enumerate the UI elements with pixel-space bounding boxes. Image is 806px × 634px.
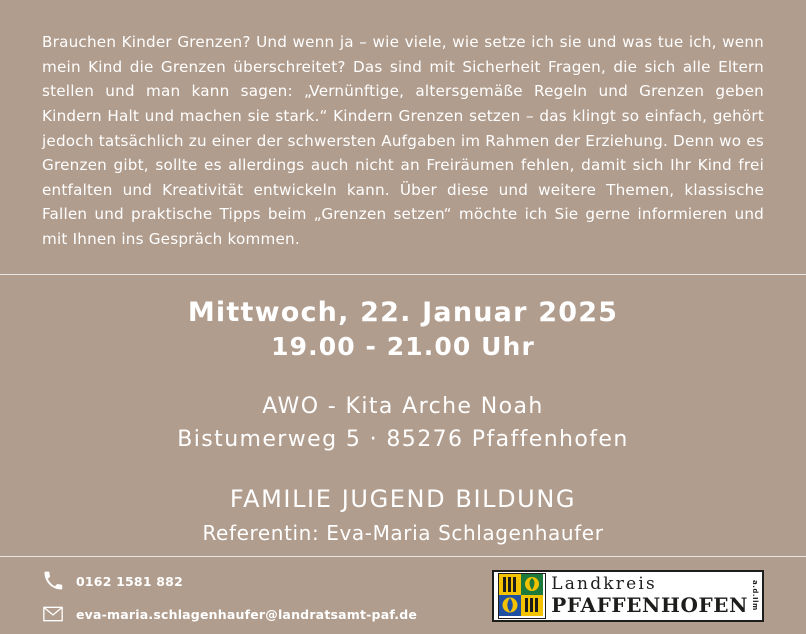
venue-name: AWO - Kita Arche Noah <box>262 393 544 419</box>
event-date: Mittwoch, 22. Januar 2025 <box>187 296 619 328</box>
intro-paragraph: Brauchen Kinder Grenzen? Und wenn ja – wie viele, wie setze ich sie und was tue ich, wenn mein Kind die Grenzen überschreitet? Das sind mit Sicherheit Fragen, die sich alle Eltern stellen und man kann sagen: „Vernünftige, altersgemäße Regeln und Grenzen geben Kindern Halt und machen sie stark.“ Kindern Grenzen setzen – das klingt so einfach, gehört jedoch tatsächlich zu einer der schwersten Aufgaben im Rahmen der Erziehung. Denn wo es Grenzen gibt, sollte es allerdings auch nicht an Freiräumen fehlen, damit sich Ihr Kind frei entfalten und Kreativität entwickeln kann. Über diese und weitere Themen, klassische Fallen und praktische Tipps beim „Grenzen setzen“ möchte ich Sie gerne informieren und mit Ihnen ins Gespräch kommen. <box>42 33 764 248</box>
landkreis-logo <box>492 570 764 622</box>
event-details <box>0 275 806 548</box>
organizer-block <box>0 482 806 548</box>
venue-address: Bistumerweg 5 · 85276 Pfaffenhofen <box>177 426 629 452</box>
phone-number[interactable]: 0162 1581 882 <box>76 573 183 589</box>
phone-icon <box>42 570 64 592</box>
phone-row <box>42 570 417 592</box>
email-address[interactable]: eva-maria.schlagenhaufer@landratsamt-paf.de <box>76 606 418 622</box>
logo-wordmark <box>551 576 748 615</box>
logo-side-text: a.d.Ilm <box>751 580 759 611</box>
contact-block <box>42 570 417 625</box>
email-row <box>42 603 417 625</box>
coat-of-arms-icon <box>498 573 546 619</box>
footer <box>0 557 806 634</box>
logo-line-pfaffenhofen: PFAFFENHOFEN <box>551 593 748 617</box>
event-time: 19.00 - 21.00 Uhr <box>271 332 535 362</box>
envelope-icon <box>42 603 64 625</box>
speaker-name: Referentin: Eva-Maria Schlagenhaufer <box>202 520 604 545</box>
logo-line-landkreis: Landkreis <box>551 574 657 594</box>
organizer-name: FAMILIE JUGEND BILDUNG <box>229 484 577 513</box>
venue-block <box>0 390 806 456</box>
